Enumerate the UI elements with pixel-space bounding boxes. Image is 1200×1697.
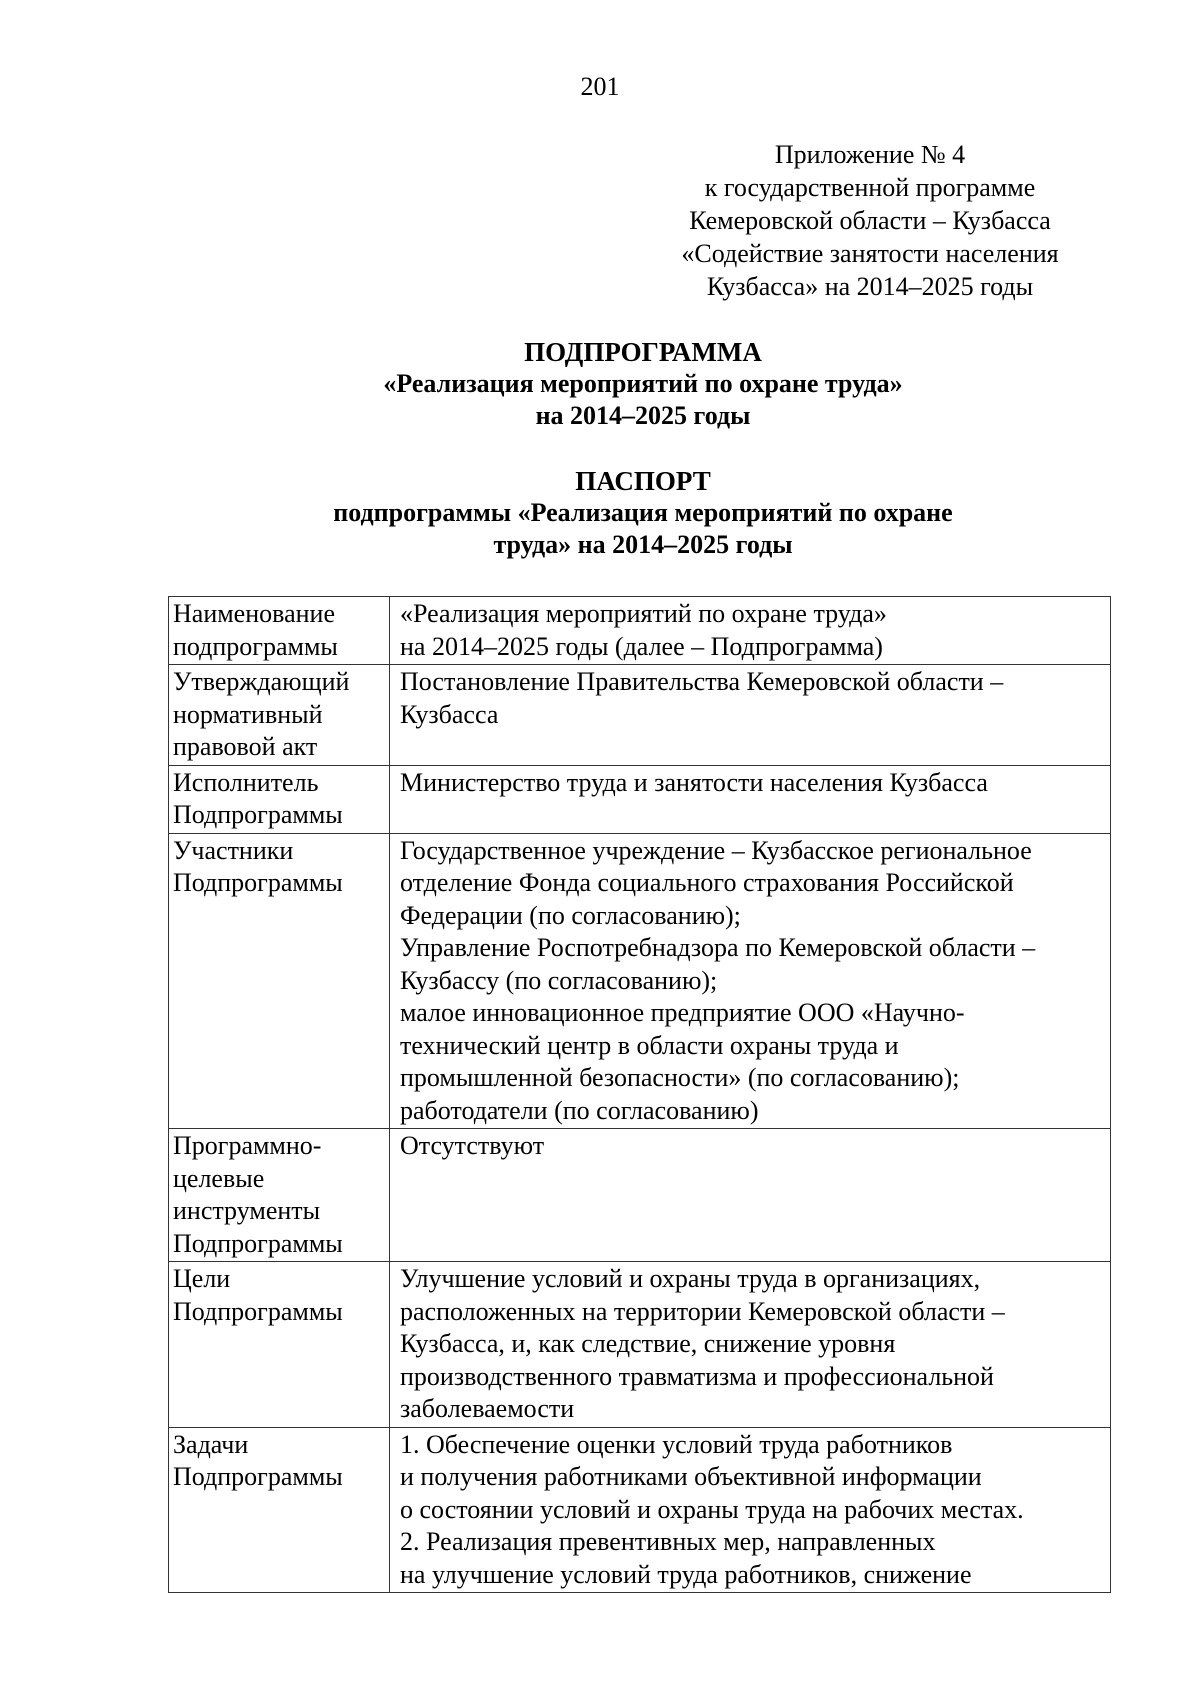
table-row	[169, 765, 1111, 833]
row-value-line: работодатели (по согласованию)	[400, 1095, 759, 1125]
table-row	[169, 1129, 1111, 1262]
row-value-line: 2. Реализация превентивных мер, направленных	[400, 1527, 936, 1556]
page-number: 201	[580, 72, 620, 101]
row-label-cell	[169, 1427, 390, 1593]
row-value-cell	[390, 597, 1111, 665]
appendix-line: Кузбасса» на 2014–2025 годы	[706, 272, 1034, 301]
passport-subtitle-line: труда» на 2014–2025 годы	[493, 530, 793, 559]
row-value-line: и получения работниками объективной информации	[400, 1462, 982, 1491]
appendix-line: Приложение № 4	[774, 140, 966, 169]
row-value-cell	[390, 1129, 1111, 1262]
row-value-line: «Реализация мероприятий по охране труда»	[400, 599, 887, 628]
row-value-line: Государственное учреждение – Кузбасское региональное	[400, 835, 1032, 865]
passport-table	[168, 596, 1111, 1593]
row-value-line: Кузбасса	[400, 699, 499, 729]
row-value-line: Министерство труда и занятости населения Кузбасса	[400, 767, 988, 797]
passport-title: ПАСПОРТ	[575, 466, 711, 496]
subprogram-name: «Реализация мероприятий по охране труда»	[383, 369, 903, 398]
row-label-cell	[169, 1129, 390, 1262]
row-value-line: на улучшение условий труда работников, снижение	[400, 1559, 972, 1589]
row-label-line: Участники	[173, 835, 294, 865]
row-value-line: Кузбасса, и, как следствие, снижение уровня	[400, 1329, 896, 1358]
appendix-line: к государственной программе	[704, 173, 1036, 202]
passport-table-body	[169, 597, 1111, 1593]
appendix-line: «Содействие занятости населения	[681, 239, 1059, 268]
row-value-line: расположенных на территории Кемеровской области –	[400, 1296, 1005, 1326]
row-label-line: Программно-	[173, 1131, 322, 1160]
row-value-line: о состоянии условий и охраны труда на рабочих местах.	[400, 1494, 1024, 1524]
row-value-line: Постановление Правительства Кемеровской области –	[400, 667, 1004, 696]
passport-subtitle-line: подпрограммы «Реализация мероприятий по охране	[333, 498, 953, 527]
row-value-cell	[390, 1427, 1111, 1593]
row-label-line: Утверждающий	[173, 667, 350, 696]
row-label-line: Подпрограммы	[173, 1296, 343, 1326]
row-label-cell	[169, 665, 390, 766]
row-value-line: промышленной безопасности» (по согласованию);	[400, 1063, 960, 1092]
table-row	[169, 1427, 1111, 1593]
row-label-cell	[169, 1262, 390, 1428]
row-label-line: Цели	[173, 1264, 231, 1293]
row-value-line: производственного травматизма и профессиональной	[400, 1361, 994, 1391]
appendix-note	[630, 138, 1110, 303]
row-label-cell	[169, 833, 390, 1129]
row-label-line: целевые	[173, 1163, 265, 1193]
row-label-cell	[169, 765, 390, 833]
row-value-line: технический центр в области охраны труда и	[400, 1030, 899, 1060]
row-label-line: Задачи	[173, 1429, 249, 1459]
row-label-line: Исполнитель	[173, 767, 319, 797]
row-value-cell	[390, 765, 1111, 833]
row-value-line: заболеваемости	[400, 1394, 575, 1423]
table-row	[169, 1262, 1111, 1428]
subprogram-heading	[0, 336, 1200, 432]
table-row	[169, 665, 1111, 766]
row-value-line: на 2014–2025 годы (далее – Подпрограмма)	[400, 631, 883, 661]
row-value-line: Федерации (по согласованию);	[400, 900, 741, 930]
row-value-line: отделение Фонда социального страхования Российской	[400, 868, 1014, 897]
row-label-line: Подпрограммы	[173, 1462, 343, 1491]
row-label-line: подпрограммы	[173, 631, 338, 661]
table-row	[169, 597, 1111, 665]
row-value-line: Улучшение условий и охраны труда в организациях,	[400, 1264, 981, 1293]
row-value-line: Кузбассу (по согласованию);	[400, 965, 718, 995]
row-label-line: нормативный	[173, 699, 323, 729]
subprogram-years: на 2014–2025 годы	[535, 401, 751, 430]
table-row	[169, 833, 1111, 1129]
row-value-cell	[390, 665, 1111, 766]
row-label-cell	[169, 597, 390, 665]
row-value-line: малое инновационное предприятие ООО «Научно-	[400, 998, 965, 1027]
row-label-line: Наименование	[173, 599, 335, 628]
row-value-cell	[390, 833, 1111, 1129]
row-value-cell	[390, 1262, 1111, 1428]
row-label-line: правовой акт	[173, 732, 318, 761]
row-label-line: Подпрограммы	[173, 1228, 343, 1258]
passport-heading	[0, 465, 1200, 561]
row-label-line: Подпрограммы	[173, 868, 343, 897]
row-value-line: Отсутствуют	[400, 1131, 545, 1160]
row-value-line: Управление Роспотребнадзора по Кемеровской области –	[400, 933, 1036, 962]
row-label-line: инструменты	[173, 1196, 321, 1225]
row-value-line: 1. Обеспечение оценки условий труда работников	[400, 1429, 953, 1459]
subprogram-title: ПОДПРОГРАММА	[524, 337, 762, 367]
row-label-line: Подпрограммы	[173, 800, 343, 829]
appendix-line: Кемеровской области – Кузбасса	[689, 206, 1051, 235]
